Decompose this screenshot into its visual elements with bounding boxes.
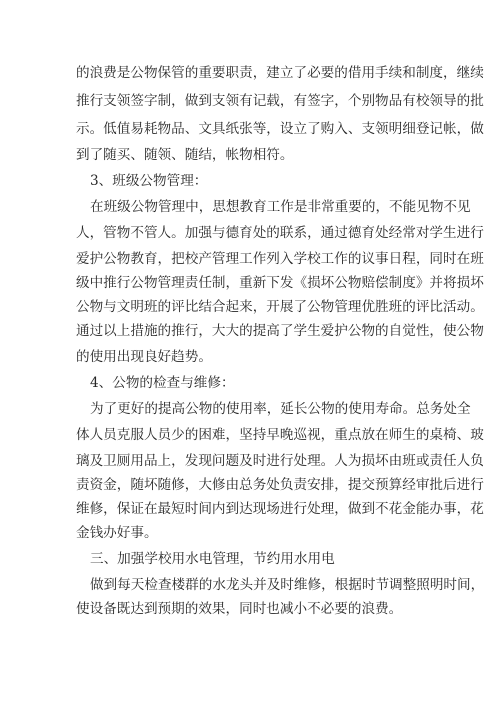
text-line: 级中推行公物管理责任制，重新下发《损坏公物赔偿制度》并将损坏 bbox=[76, 275, 484, 291]
text-line: 爱护公物教育，把校产管理工作列入学校工作的议事日程，同时在班 bbox=[76, 251, 484, 267]
text-line: 责资金，随坏随修，大修由总务处负责安排，提交预算经审批后进行 bbox=[76, 477, 484, 493]
text-line: 人，管物不管人。加强与德育处的联系，通过德育处经常对学生进行 bbox=[76, 225, 484, 241]
text-line: 维修，保证在最短时间内到达现场进行处理，做到不花金能办事，花 bbox=[76, 501, 484, 517]
text-line: 体人员克服人员少的困难，坚持早晚巡视，重点放在师生的桌椅、玻 bbox=[76, 427, 484, 443]
section-heading: 4、公物的检查与维修： bbox=[90, 375, 235, 391]
text-line: 做到每天检查楼群的水龙头并及时维修，根据时节调整照明时间， bbox=[90, 577, 485, 593]
text-line: 的使用出现良好趋势。 bbox=[76, 349, 212, 365]
text-line: 璃及卫厕用品上，发现问题及时进行处理。人为损坏由班或责任人负 bbox=[76, 453, 484, 469]
section-heading: 3、班级公物管理： bbox=[90, 173, 208, 189]
text-line: 使设备既达到预期的效果，同时也减小不必要的浪费。 bbox=[76, 601, 403, 617]
text-line: 推行支领签字制，做到支领有记载，有签字，个别物品有校领导的批 bbox=[76, 93, 484, 109]
section-heading: 三、加强学校用水电管理，节约用水用电 bbox=[90, 551, 335, 567]
text-line: 到了随买、随领、随结，帐物相符。 bbox=[76, 147, 294, 163]
text-line: 公物与文明班的评比结合起来，开展了公物管理优胜班的评比活动。 bbox=[76, 299, 484, 315]
text-line: 的浪费是公物保管的重要职责，建立了必要的借用手续和制度，继续 bbox=[76, 65, 484, 81]
text-line: 通过以上措施的推行，大大的提高了学生爱护公物的自觉性，使公物 bbox=[76, 323, 484, 339]
text-line: 示。低值易耗物品、文具纸张等，设立了购入、支领明细登记帐，做 bbox=[76, 121, 484, 137]
text-line: 在班级公物管理中，思想教育工作是非常重要的，不能见物不见 bbox=[90, 199, 471, 215]
text-line: 金钱办好事。 bbox=[76, 525, 158, 541]
text-line: 为了更好的提高公物的使用率，延长公物的使用寿命。总务处全 bbox=[90, 401, 471, 417]
